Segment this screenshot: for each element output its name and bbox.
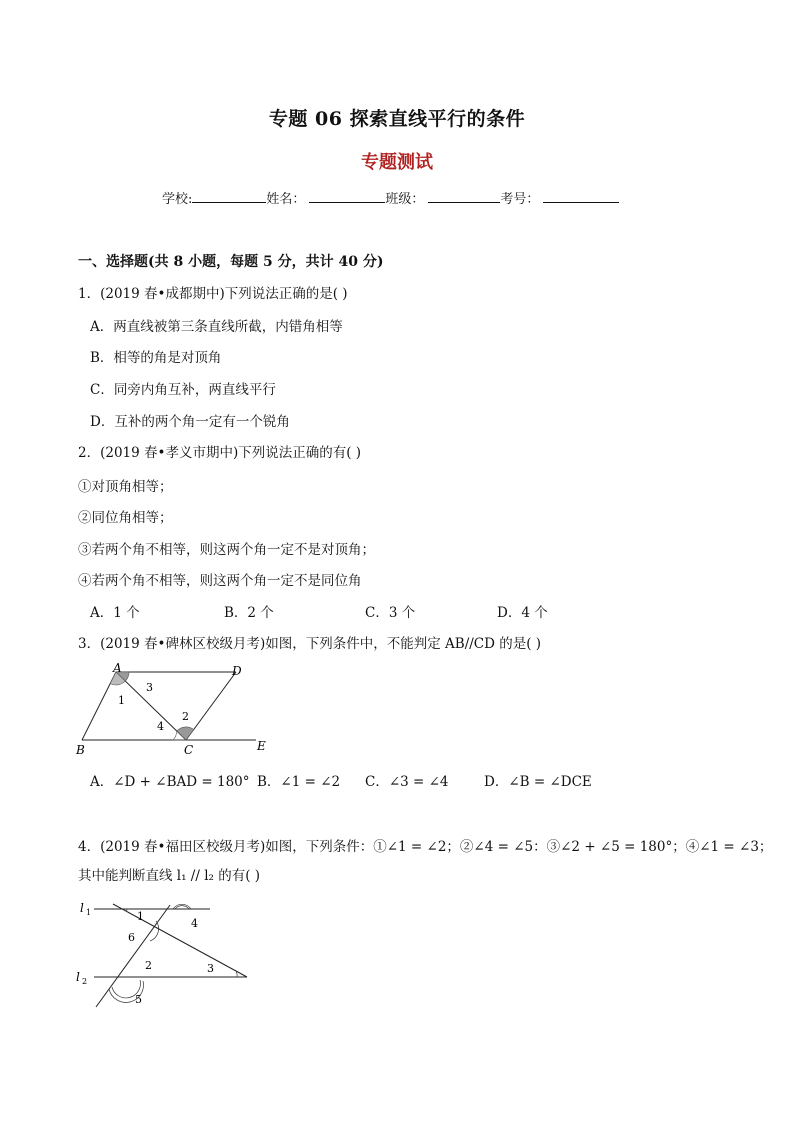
q2-option-b: B．2 个 [224, 605, 274, 621]
point-d-label: D [232, 664, 242, 678]
q2-statement-2: ②同位角相等； [78, 510, 173, 526]
q4-stem-line-2: 其中能判断直线 l₁ // l₂ 的有( ) [78, 868, 261, 884]
q2-statement-4: ④若两个角不相等，则这两个角一定不是同位角 [78, 573, 362, 589]
q3-option-a: A．∠D + ∠BAD = 180° [90, 774, 250, 790]
angle-5-label: 5 [135, 993, 142, 1006]
q4-stem-line-1: 4．(2019 春•福田区校级月考)如图，下列条件：①∠1 = ∠2；②∠4 = ∠5：③∠2 + ∠5 = 180°；④∠1 = ∠3； [78, 839, 773, 855]
name-blank[interactable] [309, 188, 385, 203]
angle-2-label: 2 [182, 710, 189, 723]
q3-parallelogram-figure [70, 658, 280, 758]
q4-parallel-lines-figure [72, 895, 257, 1010]
line-l2-subscript: 2 [82, 977, 88, 986]
q1-option-a: A．两直线被第三条直线所截，内错角相等 [90, 319, 343, 335]
angle-3-label: 3 [207, 962, 214, 975]
q2-stem: 2．(2019 春•孝义市期中)下列说法正确的有( ) [78, 445, 362, 461]
page-subtitle: 专题测试 [361, 152, 433, 173]
page-title: 专题 06 探索直线平行的条件 [268, 108, 526, 130]
q2-statement-1: ①对顶角相等； [78, 479, 173, 495]
point-a-label: A [113, 661, 122, 675]
q3-option-d: D．∠B = ∠DCE [484, 774, 592, 790]
q2-option-d: D．4 个 [497, 605, 548, 621]
student-info-line [162, 188, 619, 207]
q3-option-c: C．∠3 = ∠4 [365, 774, 449, 790]
class-label: 班级： [385, 192, 425, 207]
name-label: 姓名： [266, 192, 306, 207]
school-label: 学校: [162, 192, 193, 207]
line-l2-label: l [76, 970, 80, 984]
q2-option-a: A．1 个 [90, 605, 140, 621]
angle-1-label: 1 [137, 910, 144, 923]
q2-statement-3: ③若两个角不相等，则这两个角一定不是对顶角； [78, 542, 375, 558]
angle-3-label: 3 [146, 681, 153, 694]
angle-4-label: 4 [191, 917, 198, 930]
angle-1-label: 1 [118, 694, 125, 707]
q1-option-b: B．相等的角是对顶角 [90, 350, 222, 366]
q3-option-b: B．∠1 = ∠2 [257, 774, 341, 790]
number-label: 考号： [500, 192, 540, 207]
angle-4-arc-inner [175, 906, 189, 909]
q3-stem: 3．(2019 春•碑林区校级月考)如图，下列条件中，不能判定 AB//CD 的是( ) [78, 636, 542, 652]
angle-6-label: 6 [128, 931, 135, 944]
transversal-2 [96, 905, 170, 1007]
line-l1-subscript: 1 [86, 908, 92, 917]
q1-option-d: D．互补的两个角一定有一个锐角 [90, 414, 290, 430]
number-blank[interactable] [543, 188, 619, 203]
angle-4-label: 4 [157, 720, 164, 733]
class-blank[interactable] [428, 188, 500, 203]
q1-stem: 1．(2019 春•成都期中)下列说法正确的是( ) [78, 286, 348, 302]
angle-2-label: 2 [145, 959, 152, 972]
q1-option-c: C．同旁内角互补，两直线平行 [90, 382, 276, 398]
line-l1-label: l [80, 901, 84, 915]
q2-option-c: C．3 个 [365, 605, 416, 621]
section-heading: 一、选择题(共 8 小题，每题 5 分，共计 40 分) [78, 254, 384, 270]
school-blank[interactable] [192, 188, 266, 203]
point-b-label: B [76, 743, 85, 757]
point-c-label: C [184, 743, 194, 757]
point-e-label: E [257, 739, 266, 753]
